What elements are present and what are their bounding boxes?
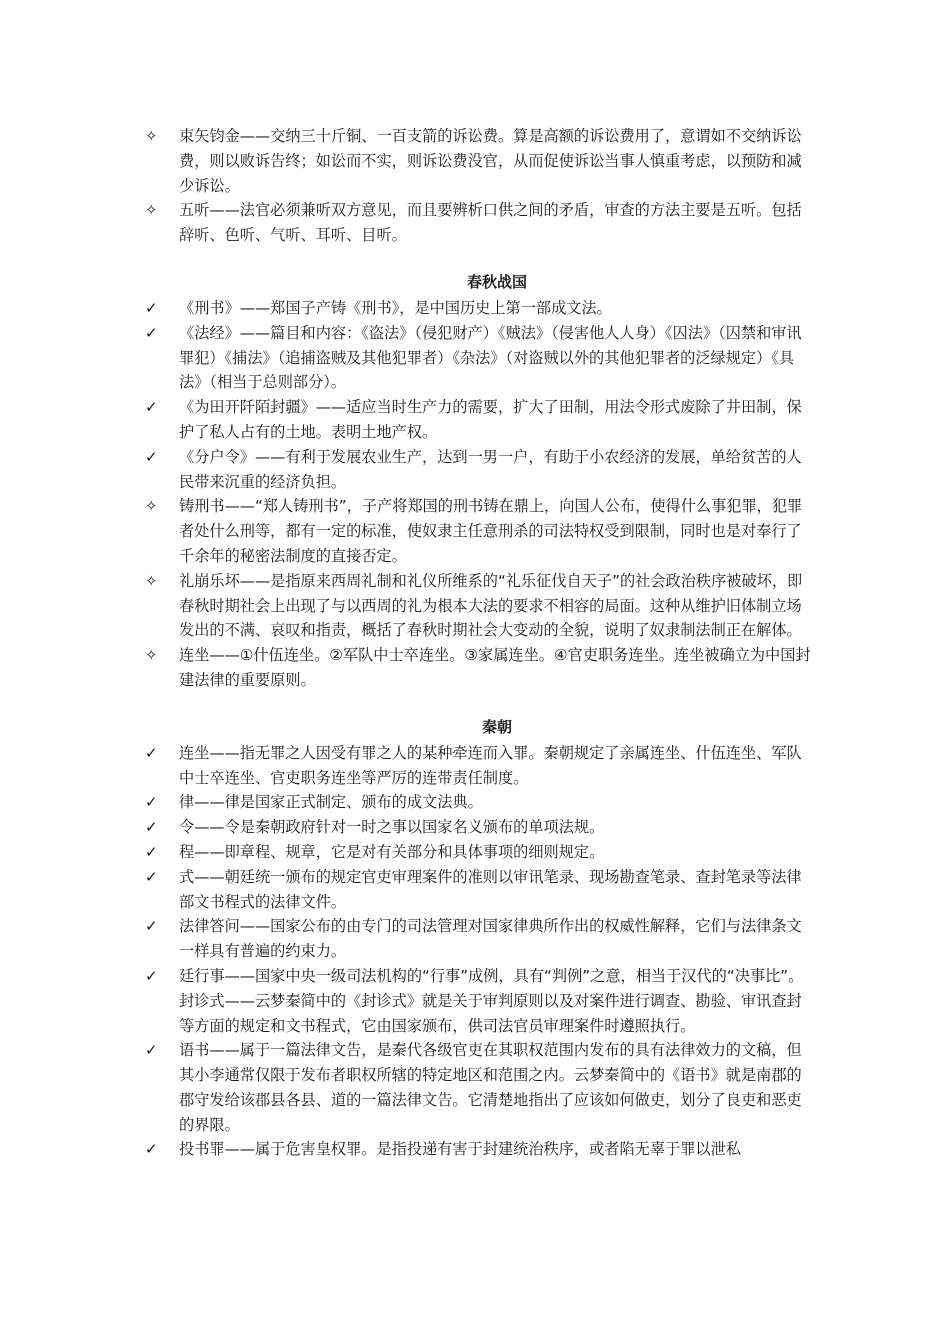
list-item [145, 124, 815, 198]
item-text: 廷行事——国家中央一级司法机构的“行事”成例，具有“判例”之意，相当于汉代的“决事比”。封诊式——云梦秦简中的《封诊式》就是关于审判原则以及对案件进行调查、勘验、审讯查封等方面的规定和文书程式，它由国家颁布，供司法官员审理案件时遵照执行。 [179, 966, 804, 1035]
checkmark-bullet-icon: ✓ [145, 398, 158, 417]
checkmark-bullet-icon: ✓ [145, 818, 158, 837]
item-text: 连坐——①什伍连坐。②军队中士卒连坐。③家属连坐。④官吏职务连坐。连坐被确立为中国封建法律的重要原则。 [179, 646, 811, 689]
chunqiu-list [145, 296, 815, 693]
diamond-star-bullet-icon: ✧ [145, 497, 158, 516]
list-item [145, 914, 815, 964]
item-text: 《分户令》——有利于发展农业生产，达到一男一户，有助于小农经济的发展，单给贫苦的人民带来沉重的经济负担。 [179, 447, 802, 491]
section-heading-chunqiu: 春秋战国 [466, 272, 527, 291]
item-text: 投书罪——属于危害皇权罪。是指投递有害于封建统治秩序，或者陷无辜于罪以泄私 [179, 1140, 741, 1159]
item-text: 《刑书》——郑国子产铸《刑书》，是中国历史上第一部成文法。 [179, 298, 612, 317]
item-text: 律——律是国家正式制定、颁布的成文法典。 [179, 793, 483, 812]
list-item [145, 1038, 815, 1137]
list-item [145, 790, 815, 815]
checkmark-bullet-icon: ✓ [145, 793, 158, 812]
item-text: 式——朝廷统一颁布的规定官吏审理案件的准则以审讯笔录、现场勘查笔录、查封笔录等法律部文书程式的法律文件。 [179, 867, 802, 911]
document-body [145, 124, 815, 1162]
item-text: 礼崩乐坏——是指原来西周礼制和礼仪所维系的“礼乐征伐自天子”的社会政治秩序被破坏，即春秋时期社会上出现了与以西周的礼为根本大法的要求不相容的局面。这种从维护旧体制立场发出的不满、哀叹和指责，概括了春秋时期社会大变动的全貌，说明了奴隶制法制正在解体。 [179, 571, 803, 640]
list-item [145, 865, 815, 915]
list-item [145, 643, 815, 693]
checkmark-bullet-icon: ✓ [145, 1041, 158, 1060]
list-item [145, 741, 815, 791]
item-text: 程——即章程、规章，它是对有关部分和具体事项的细则规定。 [179, 842, 605, 861]
diamond-star-bullet-icon: ✧ [145, 201, 158, 220]
item-text: 《法经》——篇目和内容：《盗法》（侵犯财产）《贼法》（侵害他人人身）《囚法》（囚禁和审讯罪犯）《捕法》（追捕盗贼及其他犯罪者）《杂法》（对盗贼以外的其他犯罪者的泛绿规定）《具法》（相当于总则部分）。 [179, 323, 802, 392]
checkmark-bullet-icon: ✓ [145, 917, 158, 936]
list-item [145, 395, 815, 445]
list-item [145, 296, 815, 321]
list-item [145, 321, 815, 395]
item-text: 束矢钧金——交纳三十斤铜、一百支箭的诉讼费。算是高额的诉讼费用了，意谓如不交纳诉讼费，则以败诉告终；如讼而不实，则诉讼费没官，从而促使诉讼当事人慎重考虑，以预防和减少诉讼。 [179, 127, 802, 195]
diamond-star-bullet-icon: ✧ [145, 646, 158, 665]
list-item [145, 198, 815, 248]
checkmark-bullet-icon: ✓ [145, 743, 158, 762]
item-text: 五听——法官必须兼听双方意见，而且要辨析口供之间的矛盾，审查的方法主要是五听。包括辞听、色听、气听、耳听、目听。 [179, 201, 802, 245]
item-text: 《为田开阡陌封疆》——适应当时生产力的需要，扩大了田制，用法令形式废除了井田制，保护了私人占有的土地。表明土地产权。 [179, 398, 802, 441]
checkmark-bullet-icon: ✓ [145, 447, 158, 466]
list-item [145, 494, 815, 568]
item-text: 铸刑书——“郑人铸刑书”，子产将郑国的刑书铸在鼎上，向国人公布，使得什么事犯罪，犯罪者处什么刑等，都有一定的标准，使奴隶主任意刑杀的司法特权受到限制，同时也是对奉行了千余年的秘密法制度的直接否定。 [179, 497, 803, 565]
list-item [145, 840, 815, 865]
diamond-star-bullet-icon: ✧ [145, 571, 158, 590]
item-text: 连坐——指无罪之人因受有罪之人的某种牵连而入罪。秦朝规定了亲属连坐、什伍连坐、军队中士卒连坐、官吏职务连坐等严厉的连带责任制度。 [179, 743, 802, 787]
checkmark-bullet-icon: ✓ [145, 1140, 158, 1159]
section-heading-qin: 秦朝 [481, 717, 512, 736]
list-item [145, 815, 815, 840]
list-item [145, 445, 815, 495]
list-item [145, 1137, 815, 1162]
list-item [145, 964, 815, 1038]
checkmark-bullet-icon: ✓ [145, 298, 158, 317]
item-text: 令——令是秦朝政府针对一时之事以国家名义颁布的单项法规。 [179, 818, 605, 837]
checkmark-bullet-icon: ✓ [145, 966, 158, 985]
intro-list [145, 124, 815, 248]
checkmark-bullet-icon: ✓ [145, 867, 158, 886]
checkmark-bullet-icon: ✓ [145, 842, 158, 861]
checkmark-bullet-icon: ✓ [145, 323, 158, 342]
item-text: 语书——属于一篇法律文告，是秦代各级官吏在其职权范围内发布的具有法律效力的文稿，但其小李通常仅限于发布者职权所辖的特定地区和范围之内。云梦秦简中的《语书》就是南郡的郡守发给该郡县各县、道的一篇法律文告。它清楚地指出了应该如何做吏，划分了良吏和恶吏的界限。 [179, 1041, 802, 1134]
diamond-star-bullet-icon: ✧ [145, 127, 158, 145]
list-item [145, 569, 815, 643]
item-text: 法律答问——国家公布的由专门的司法管理对国家律典所作出的权威性解释，它们与法律条文一样具有普遍的约束力。 [179, 917, 802, 961]
qin-list [145, 741, 815, 1163]
